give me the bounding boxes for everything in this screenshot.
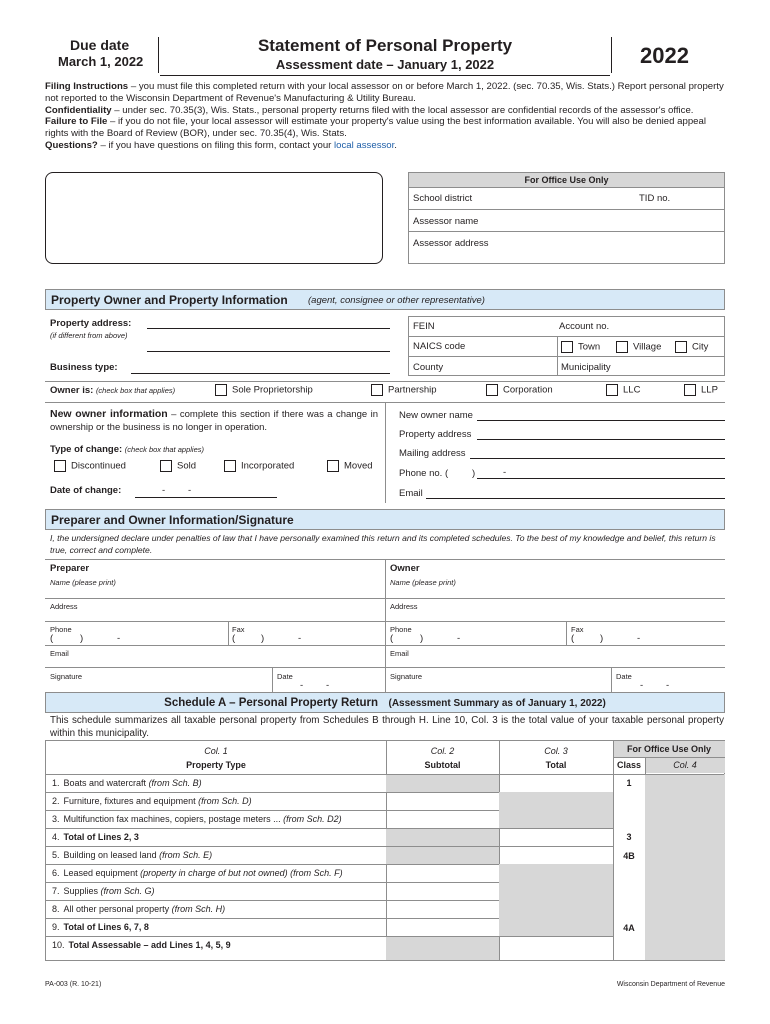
preparer-email-label: Email	[50, 649, 69, 658]
row-number: 1.	[52, 778, 60, 788]
col4-gray-column	[645, 774, 725, 960]
phone-dash: -	[503, 467, 507, 478]
row-note: (property in charge of but not owned) (from Sch. F)	[140, 868, 343, 878]
col1-sub: Property Type	[186, 760, 246, 770]
business-type-label: Business type:	[50, 362, 118, 373]
row-label: Supplies	[63, 886, 101, 896]
preparer-fax-dash: -	[298, 633, 302, 644]
sold-checkbox[interactable]: Sold	[160, 460, 196, 472]
tid-label: TID no.	[639, 193, 671, 204]
row-note: (from Sch. D)	[198, 796, 252, 806]
assessor-name-label: Assessor name	[413, 216, 479, 227]
local-assessor-link[interactable]: local assessor	[334, 139, 395, 151]
col2-sub: Subtotal	[424, 760, 461, 770]
due-date-label: Due date	[70, 37, 130, 53]
date-of-change-label: Date of change:	[50, 485, 122, 496]
phone-no-label: Phone no. (	[399, 468, 449, 479]
preparer-name-input[interactable]	[45, 598, 725, 599]
row-number: 10.	[52, 940, 65, 950]
new-owner-name-input[interactable]	[477, 420, 725, 421]
id-info-box	[408, 316, 725, 376]
row-number: 3.	[52, 814, 60, 824]
new-owner-email-input[interactable]	[426, 498, 725, 499]
property-address-input-1[interactable]	[147, 328, 390, 329]
property-address-label: Property address:	[50, 318, 132, 329]
owner-name-label: Name (please print)	[390, 578, 456, 587]
new-owner-name-label: New owner name	[399, 410, 473, 421]
header-underline	[160, 75, 610, 76]
row-number: 6.	[52, 868, 60, 878]
row-label: Total of Lines 6, 7, 8	[63, 922, 149, 932]
preparer-phone-label: Phone	[50, 625, 72, 634]
class-4b-label: 4B	[623, 851, 635, 861]
corporation-checkbox[interactable]: Corporation	[486, 384, 553, 396]
row-label: Furniture, fixtures and equipment	[63, 796, 199, 806]
llc-checkbox[interactable]: LLC	[606, 384, 640, 396]
schedule-a-title: Schedule A – Personal Property Return	[164, 697, 379, 709]
table-row-divider	[46, 918, 499, 919]
owner-phone-paren-close: )	[420, 633, 424, 644]
owner-section-title: Property Owner and Property Information	[51, 293, 288, 307]
assessor-address-row[interactable]	[409, 231, 724, 263]
table-row-divider	[46, 810, 499, 811]
row-number: 5.	[52, 850, 60, 860]
table-row-divider	[46, 828, 613, 829]
llp-checkbox[interactable]: LLP	[684, 384, 718, 396]
due-date-value: March 1, 2022	[58, 54, 144, 69]
owner-date-label: Date	[616, 672, 632, 681]
header-divider-right	[611, 37, 612, 73]
table-row-divider	[46, 864, 499, 865]
preparer-heading: Preparer	[50, 563, 90, 574]
moved-checkbox[interactable]: Moved	[327, 460, 373, 472]
col4-header: Col. 4	[645, 757, 725, 773]
incorporated-checkbox[interactable]: Incorporated	[224, 460, 294, 472]
new-owner-email-label: Email	[399, 488, 423, 499]
class-3-label: 3	[626, 832, 632, 842]
mailing-address-box[interactable]	[45, 172, 383, 264]
preparer-date-dash-2: -	[326, 680, 330, 691]
gray-cell-r1-c2	[386, 774, 499, 792]
naics-label: NAICS code	[413, 341, 466, 352]
row-label: All other personal property	[63, 904, 172, 914]
preparer-address-label: Address	[50, 602, 78, 611]
col3-label: Col. 3	[544, 746, 568, 756]
owner-phone-dash: -	[457, 633, 461, 644]
form-year: 2022	[640, 43, 689, 68]
email-row-input[interactable]	[45, 667, 725, 668]
gray-cell-r10-c2	[386, 936, 499, 960]
col3-sub: Total	[545, 760, 567, 770]
fein-row[interactable]	[409, 317, 724, 337]
new-owner-info: New owner information – complete this section if there was a change in ownership or the business is no longer in operation.	[50, 408, 378, 433]
preparer-signature-label: Signature	[50, 672, 83, 681]
row-label: Total of Lines 2, 3	[63, 832, 139, 842]
row-note: (from Sch. E)	[159, 850, 213, 860]
owner-is-label: Owner is: (check box that applies)	[50, 385, 176, 396]
county-label: County	[413, 362, 444, 373]
new-property-address-input[interactable]	[477, 439, 725, 440]
assessor-address-label: Assessor address	[413, 238, 489, 249]
row-note: (from Sch. H)	[171, 904, 226, 914]
gray-cell-r2r3-c3	[499, 792, 613, 828]
failure-to-file-note: Failure to File – if you do not file, your local assessor will estimate your property's value using the best information available. You will also be denied appeal rights with the Board of Review (BOR), under sec. 70.35(4), Wis. Stats.	[45, 116, 706, 140]
schedule-a-note: (Assessment Summary as of January 1, 2022)	[388, 698, 606, 709]
owner-date-dash-1: -	[640, 680, 644, 691]
col2-label: Col. 2	[430, 746, 455, 756]
page-title: Statement of Personal Property	[257, 36, 513, 55]
schedule-a-desc: This schedule summarizes all taxable personal property from Schedules B through H. Line 10, Col. 3 is the total value of your taxable personal property within this municipality.	[50, 715, 724, 739]
date-dash-2: -	[188, 485, 192, 496]
class-1-label: 1	[626, 778, 632, 788]
table-row	[52, 868, 384, 878]
discontinued-checkbox[interactable]: Discontinued	[54, 460, 126, 472]
preparer-phone-dash: -	[117, 633, 121, 644]
row-number: 9.	[52, 922, 60, 932]
business-type-input[interactable]	[131, 373, 390, 374]
preparer-date-dash-1: -	[300, 680, 304, 691]
questions-note: Questions? – if you have questions on filing this form, contact your local assessor.	[45, 139, 397, 151]
phone-paren: )	[472, 468, 476, 479]
owner-fax-paren-close: )	[600, 633, 604, 644]
owner-heading: Owner	[390, 563, 420, 574]
owner-fax-label: Fax	[571, 625, 584, 634]
header-divider-left	[158, 37, 159, 73]
if-different-note: (if different from above)	[50, 331, 128, 340]
row-label: Multifunction fax machines, copiers, postage meters ...	[63, 814, 284, 824]
table-row	[52, 832, 384, 842]
owner-phone-paren-open: (	[390, 633, 394, 644]
table-row	[52, 778, 384, 788]
row-note: (from Sch. D2)	[283, 814, 342, 824]
row-label: Leased equipment	[63, 868, 141, 878]
table-row	[52, 814, 384, 824]
preparer-name-label: Name (please print)	[50, 578, 116, 587]
partnership-checkbox[interactable]: Partnership	[371, 384, 437, 396]
mailing-address-input[interactable]	[470, 458, 725, 459]
table-row	[52, 886, 384, 896]
owner-section-header	[45, 289, 725, 310]
school-district-row[interactable]	[409, 187, 724, 209]
schedule-a-header	[45, 692, 725, 713]
gray-cell-r6r9-c3	[499, 864, 613, 936]
town-checkbox[interactable]: Town	[561, 341, 600, 353]
row-number: 7.	[52, 886, 60, 896]
type-of-change-label: Type of change: (check box that applies)	[50, 444, 204, 455]
property-address-input-2[interactable]	[147, 351, 390, 352]
row-label: Boats and watercraft	[63, 778, 149, 788]
table-row-divider	[46, 774, 724, 775]
assessor-name-row[interactable]	[409, 209, 724, 231]
preparer-fax-label: Fax	[232, 625, 245, 634]
owner-fax-paren-open: (	[571, 633, 575, 644]
date-of-change-input[interactable]	[135, 497, 277, 498]
preparer-address-input[interactable]	[45, 621, 725, 622]
date-dash-1: -	[162, 485, 166, 496]
account-no-label: Account no.	[559, 321, 610, 332]
instructions-block	[45, 81, 730, 152]
agency-name: Wisconsin Department of Revenue	[616, 981, 725, 988]
col1-label: Col. 1	[204, 746, 228, 756]
class-4a-label: 4A	[623, 923, 635, 933]
office-use-box	[408, 172, 725, 264]
preparer-fax-paren-close: )	[261, 633, 265, 644]
school-district-label: School district	[413, 193, 473, 204]
city-checkbox[interactable]: City	[675, 341, 708, 353]
owner-fax-dash: -	[637, 633, 641, 644]
total-row-divider	[46, 936, 613, 937]
village-checkbox[interactable]: Village	[616, 341, 661, 353]
phone-no-input[interactable]	[477, 478, 725, 479]
sole-proprietorship-checkbox[interactable]: Sole Proprietorship	[215, 384, 313, 396]
schedule-a-table	[45, 740, 725, 961]
row-note: (from Sch. G)	[100, 886, 155, 896]
table-row	[52, 850, 384, 860]
municipality-label: Municipality	[561, 362, 611, 373]
preparer-section-title: Preparer and Owner Information/Signature	[51, 513, 294, 527]
table-row-divider	[46, 882, 499, 883]
office-use-title: For Office Use Only	[409, 173, 724, 187]
owner-signature-label: Signature	[390, 672, 423, 681]
owner-date-dash-2: -	[666, 680, 670, 691]
row-label: Total Assessable – add Lines 1, 4, 5, 9	[68, 940, 231, 950]
row-note: (from Sch. B)	[148, 778, 202, 788]
row-number: 8.	[52, 904, 60, 914]
office-use-col-header: For Office Use Only	[613, 741, 725, 757]
table-row	[52, 904, 384, 914]
fein-label: FEIN	[413, 321, 435, 332]
row-label: Building on leased land	[63, 850, 160, 860]
mailing-address-label: Mailing address	[399, 448, 466, 459]
table-row-divider	[46, 792, 499, 793]
row-number: 2.	[52, 796, 60, 806]
row-number: 4.	[52, 832, 60, 842]
phone-fax-row-input[interactable]	[45, 645, 725, 646]
table-row	[52, 922, 384, 932]
owner-address-label: Address	[390, 602, 418, 611]
table-row	[52, 796, 384, 806]
table-row-divider	[46, 900, 499, 901]
preparer-section-header	[45, 509, 725, 530]
table-row-divider	[46, 846, 613, 847]
preparer-phone-paren-close: )	[80, 633, 84, 644]
owner-section-note: (agent, consignee or other representative)	[308, 295, 485, 306]
owner-phone-label: Phone	[390, 625, 412, 634]
form-number: PA-003 (R. 10-21)	[45, 981, 102, 988]
preparer-phone-paren-open: (	[50, 633, 54, 644]
owner-email-label: Email	[390, 649, 409, 658]
preparer-fax-paren-open: (	[232, 633, 236, 644]
class-header: Class	[616, 760, 642, 770]
declaration-text: I, the undersigned declare under penalties of law that I have personally examined this return and its completed schedules. To the best of my knowledge and belief, this return is true, correct and complete.	[50, 533, 716, 555]
new-property-address-label: Property address	[399, 429, 472, 440]
preparer-date-label: Date	[277, 672, 293, 681]
filing-instructions: Filing Instructions – you must file this completed return with your local assessor on or before March 1, 2022. (sec. 70.35, Wis. Stats.) Report personal property not reported to the Wisconsin Department of Revenue's Manufacturing & Utility Bureau.	[45, 81, 724, 104]
assessment-date: Assessment date – January 1, 2022	[275, 57, 495, 72]
table-row	[52, 940, 384, 950]
confidentiality-note: Confidentiality – under sec. 70.35(3), Wis. Stats., personal property returns filed with the local assessor are confidential records of the assessor's office.	[45, 104, 694, 116]
